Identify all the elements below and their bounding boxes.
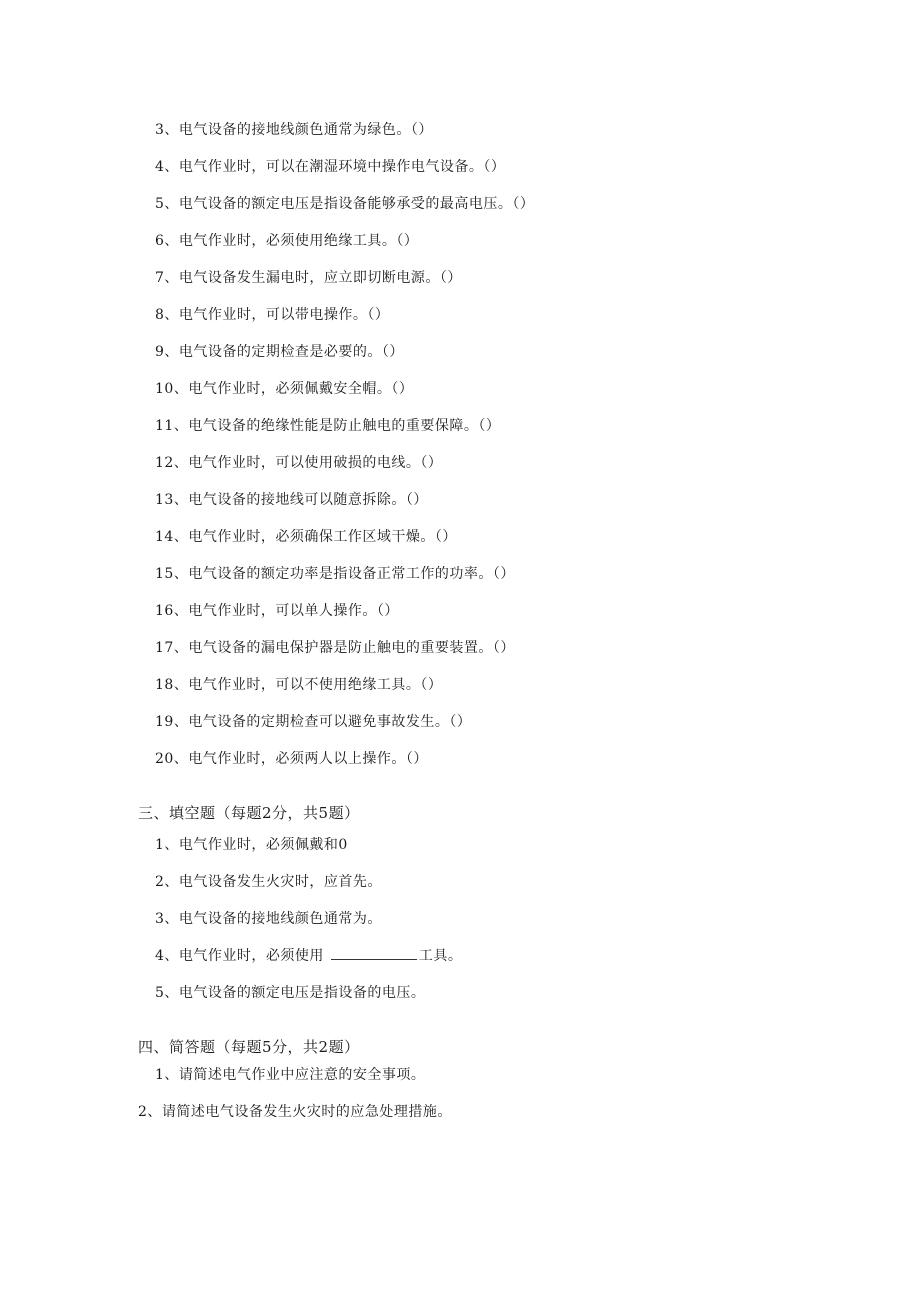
fill-blank-item: 2、电气设备发生火灾时，应首先。 xyxy=(155,874,382,890)
fill-blank-item: 1、电气作业时，必须佩戴和0 xyxy=(155,837,348,853)
answer-blank xyxy=(331,947,417,960)
judgment-item: 14、电气作业时，必须确保工作区域干燥。（） xyxy=(155,529,457,545)
judgment-item: 20、电气作业时，必须两人以上操作。（） xyxy=(155,751,428,767)
short-answer-item: 1、请简述电气作业中应注意的安全事项。 xyxy=(155,1067,426,1083)
fill-blank-item xyxy=(155,947,462,965)
judgment-item: 18、电气作业时，可以不使用绝缘工具。（） xyxy=(155,677,443,693)
judgment-item: 8、电气作业时，可以带电操作。（） xyxy=(155,307,390,323)
judgment-item: 9、电气设备的定期检查是必要的。（） xyxy=(155,344,404,360)
judgment-item: 10、电气作业时，必须佩戴安全帽。（） xyxy=(155,381,414,397)
judgment-item: 5、电气设备的额定电压是指设备能够承受的最高电压。（） xyxy=(155,196,535,212)
judgment-item: 15、电气设备的额定功率是指设备正常工作的功率。（） xyxy=(155,566,515,582)
fill-blank-item-prefix: 4、电气作业时，必须使用 xyxy=(155,948,324,964)
judgment-item: 11、电气设备的绝缘性能是防止触电的重要保障。（） xyxy=(155,418,501,434)
fill-blank-item: 5、电气设备的额定电压是指设备的电压。 xyxy=(155,985,426,1001)
judgment-item: 16、电气作业时，可以单人操作。（） xyxy=(155,603,399,619)
judgment-item: 19、电气设备的定期检查可以避免事故发生。（） xyxy=(155,714,472,730)
judgment-item: 12、电气作业时，可以使用破损的电线。（） xyxy=(155,455,443,471)
judgment-item: 17、电气设备的漏电保护器是防止触电的重要装置。（） xyxy=(155,640,515,656)
judgment-item: 4、电气作业时，可以在潮湿环境中操作电气设备。（） xyxy=(155,159,506,175)
short-answer-item: 2、请简述电气设备发生火灾时的应急处理措施。 xyxy=(138,1104,452,1120)
judgment-item: 3、电气设备的接地线颜色通常为绿色。（） xyxy=(155,122,433,138)
section-heading-short-answer: 四、简答题（每题5分，共2题） xyxy=(138,1038,360,1056)
judgment-item: 6、电气作业时，必须使用绝缘工具。（） xyxy=(155,233,419,249)
judgment-item: 13、电气设备的接地线可以随意拆除。（） xyxy=(155,492,428,508)
fill-blank-item: 3、电气设备的接地线颜色通常为。 xyxy=(155,911,382,927)
fill-blank-item-suffix: 工具。 xyxy=(418,948,463,964)
section-heading-fill-blank: 三、填空题（每题2分，共5题） xyxy=(138,804,360,822)
judgment-item: 7、电气设备发生漏电时，应立即切断电源。（） xyxy=(155,270,462,286)
